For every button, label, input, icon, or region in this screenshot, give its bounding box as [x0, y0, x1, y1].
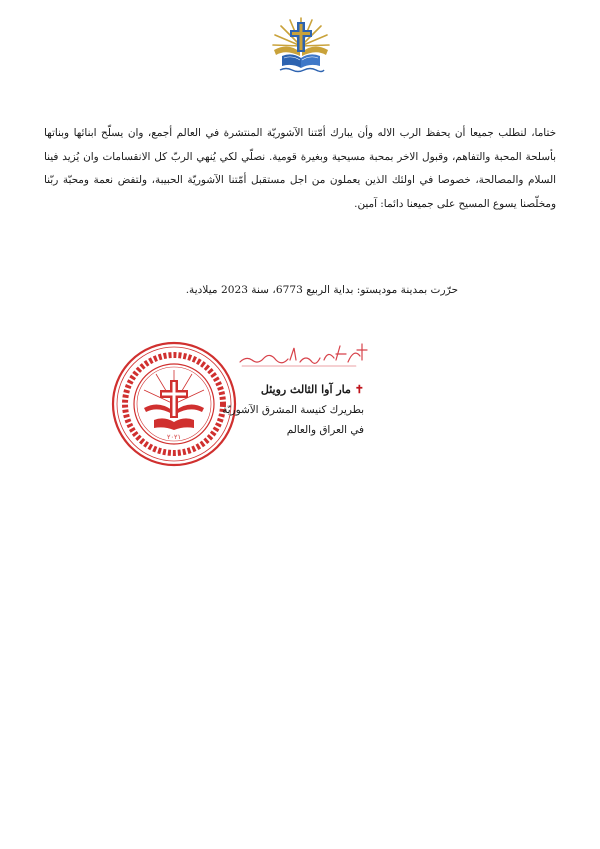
church-emblem-icon	[270, 16, 332, 74]
cross-icon: ✝	[354, 383, 364, 396]
closing-paragraph	[44, 122, 556, 216]
signatory-title-line2: في العراق والعالم	[286, 424, 364, 436]
seal-year: ٢٠٢١	[167, 433, 181, 441]
signatory-title-line1: بطريرك كنيسة المشرق الآشوريّة	[222, 404, 364, 416]
paragraph-text: ختاما، لنطلب جميعا أن يحفظ الرب الاله وأن يبارك أمّتنا الآشوريّة المنتشرة في العالم أجمع، وان يسلّح ابنائها وبناتها بأسلحة المحبة والتفاهم، وقبول الاخر بمحبة مسيحية وبغيرة قومية. نصلّي لكي يُنهي الربّ كل الانقسامات وان يُزيد فينا السلام والمصالحة، خصوصا في اولئك الذين يعملون من اجل مستقبل أمّتنا الآشوريّة الحبيبة، ولتفض نعمة ومحبّة ربّنا ومخلّصنا يسوع المسيح على جميعنا دائما: آمين.	[44, 127, 556, 210]
handwritten-signature	[236, 340, 372, 370]
signatory-name	[222, 380, 364, 400]
signatory-name-text: مار آوا الثالث رويئل	[260, 383, 351, 396]
signature-block	[222, 380, 364, 440]
dateline: حرّرت بمدينة موديستو: بداية الربيع 6773، سنة 2023 ميلادية.	[185, 284, 458, 296]
patriarchal-seal	[110, 340, 238, 468]
